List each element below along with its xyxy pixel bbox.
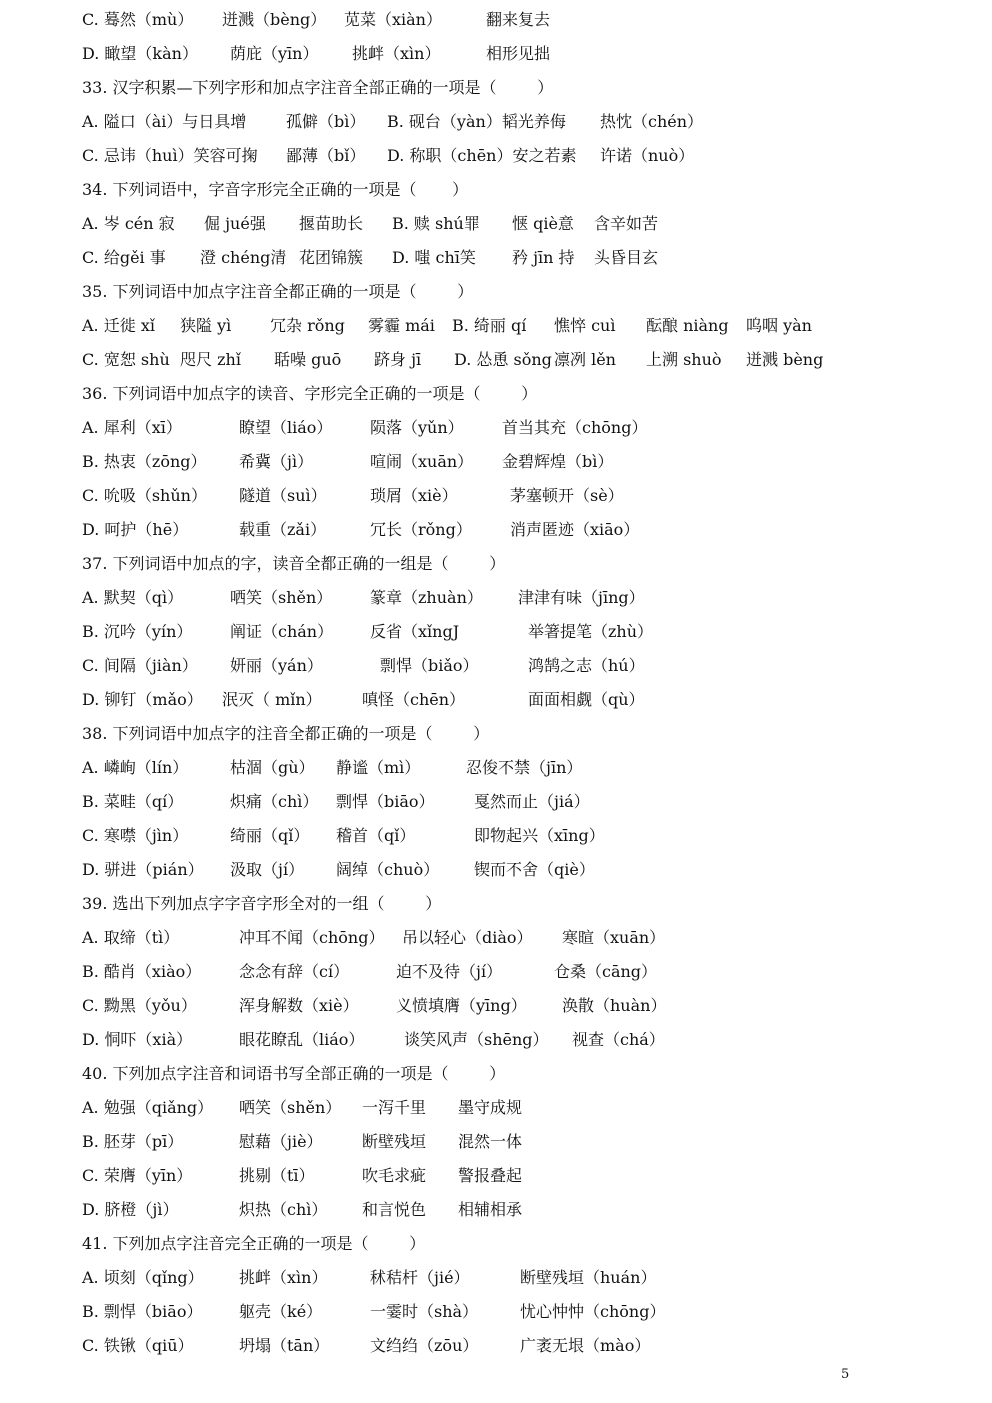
option-item: 孤僻（bì） <box>286 112 366 131</box>
option-item: 慰藉（jiè） <box>239 1132 323 1151</box>
option-item: 首当其充（chōng） <box>502 418 648 437</box>
option-item: 面面相觑（qù） <box>528 690 645 709</box>
option-item: 仓桑（cāng） <box>554 962 658 981</box>
option-item: 瞭望（liáo） <box>239 418 333 437</box>
option-item: 迸溅 bèng <box>746 350 824 369</box>
option-item: 翻来复去 <box>486 10 551 29</box>
option-item: 咫尺 zhǐ <box>180 350 241 369</box>
option-item: 隧道（suì） <box>239 486 327 505</box>
option-item: 即物起兴（xīng） <box>474 826 605 845</box>
option-item: 涣散（huàn） <box>562 996 667 1015</box>
option-item: 许诺（nuò） <box>600 146 695 165</box>
option-item: 惬 qiè意 <box>512 214 574 233</box>
option-item: D. 怂恿 sǒng <box>454 350 552 369</box>
option-item: D. 嗤 chī笑 <box>392 248 476 267</box>
option-item: 一泻千里 <box>362 1098 427 1117</box>
question-text: 36. 下列词语中加点字的读音、字形完全正确的一项是（ ） <box>82 384 538 403</box>
option-item: 阐证（chán） <box>230 622 334 641</box>
option-item: C. 蓦然（mù） <box>82 10 194 29</box>
option-item: 凛冽 lěn <box>554 350 616 369</box>
question-text: 33. 汉字积累—下列字形和加点字注音全部正确的一项是（ ） <box>82 78 554 97</box>
option-item: A. 岑 cén 寂 <box>82 214 175 233</box>
option-item: 义愤填膺（yīng） <box>396 996 527 1015</box>
question-text: 40. 下列加点字注音和词语书写全部正确的一项是（ ） <box>82 1064 506 1083</box>
option-item: 头昏目玄 <box>594 248 659 267</box>
option-item: 举箸提笔（zhù） <box>528 622 654 641</box>
option-item: 挑衅（xìn） <box>352 44 441 63</box>
option-item: 嗔怪（chēn） <box>362 690 466 709</box>
option-item: 剽悍（biāo） <box>336 792 435 811</box>
option-item: C. 黝黑（yǒu） <box>82 996 197 1015</box>
option-item: 上溯 shuò <box>646 350 722 369</box>
option-item: 跻身 jī <box>374 350 422 369</box>
option-item: 和言悦色 <box>362 1200 427 1219</box>
option-item: 警报叠起 <box>458 1166 523 1185</box>
option-item: D. 骈进（pián） <box>82 860 204 879</box>
option-item: 酝酿 niàng <box>646 316 729 335</box>
option-item: 呜咽 yàn <box>746 316 812 335</box>
question-text: 35. 下列词语中加点字注音全都正确的一项是（ ） <box>82 282 474 301</box>
option-item: 念念有辞（cí） <box>239 962 350 981</box>
option-item: 戛然而止（jiá） <box>474 792 590 811</box>
option-item: 墨守成规 <box>458 1098 523 1117</box>
option-item: 载重（zǎi） <box>239 520 327 539</box>
option-item: 炽热（chì） <box>239 1200 328 1219</box>
option-item: 汲取（jí） <box>230 860 305 879</box>
option-item: 迸溅（bèng） <box>222 10 327 29</box>
option-item: 揠苗助长 <box>299 214 364 233</box>
option-item: B. 热衷（zōng） <box>82 452 207 471</box>
option-item: 憔悴 cuì <box>554 316 616 335</box>
option-item: 消声匿迹（xiāo） <box>510 520 640 539</box>
option-item: D. 恫吓（xià） <box>82 1030 193 1049</box>
option-item: C. 寒噤（jìn） <box>82 826 189 845</box>
option-item: 琐屑（xiè） <box>370 486 458 505</box>
option-item: 谈笑风声（shēng） <box>404 1030 549 1049</box>
option-item: 眼花瞭乱（liáo） <box>239 1030 365 1049</box>
option-item: 阔绰（chuò） <box>336 860 440 879</box>
option-item: A. 嶙峋（lín） <box>82 758 189 777</box>
option-item: 寒暄（xuān） <box>562 928 666 947</box>
option-item: 金碧辉煌（bì） <box>502 452 614 471</box>
option-item: C. 给gěi 事 <box>82 248 166 267</box>
option-item: D. 脐橙（jì） <box>82 1200 179 1219</box>
option-item: 迫不及待（jí） <box>396 962 503 981</box>
option-item: 混然一体 <box>458 1132 523 1151</box>
option-item: 忍俊不禁（jīn） <box>466 758 583 777</box>
option-item: 视查（chá） <box>572 1030 665 1049</box>
option-item: C. 铁锹（qiū） <box>82 1336 194 1355</box>
option-item: B. 沉吟（yín） <box>82 622 193 641</box>
option-item: 冗杂 rǒng <box>270 316 345 335</box>
option-item: 荫庇（yīn） <box>230 44 319 63</box>
option-item: A. 犀利（xī） <box>82 418 182 437</box>
option-item: 矜 jīn 持 <box>512 248 575 267</box>
option-item: B. 胚芽（pī） <box>82 1132 184 1151</box>
question-text: 38. 下列词语中加点字的注音全都正确的一项是（ ） <box>82 724 490 743</box>
option-item: 鸿鹄之志（hú） <box>528 656 645 675</box>
option-item: 篆章（zhuàn） <box>370 588 483 607</box>
option-item: A. 迁徙 xǐ <box>82 316 155 335</box>
option-item: 反省（xǐngJ <box>370 622 460 641</box>
question-text: 34. 下列词语中，字音字形完全正确的一项是（ ） <box>82 180 469 199</box>
option-item: D. 瞰望（kàn） <box>82 44 198 63</box>
option-item: B. 赎 shú罪 <box>392 214 480 233</box>
option-item: 相辅相承 <box>458 1200 523 1219</box>
option-item: A. 隘口（ài）与日具增 <box>82 112 247 131</box>
option-item: C. 间隔（jiàn） <box>82 656 198 675</box>
option-item: B. 绮丽 qí <box>452 316 527 335</box>
option-item: 津津有味（jīng） <box>518 588 645 607</box>
option-item: 挑衅（xìn） <box>239 1268 328 1287</box>
option-item: C. 吮吸（shǔn） <box>82 486 207 505</box>
option-item: 静谧（mì） <box>336 758 421 777</box>
option-item: 聒噪 guō <box>274 350 342 369</box>
option-item: 剽悍（biǎo） <box>380 656 479 675</box>
option-item: 断壁残垣（huán） <box>520 1268 657 1287</box>
option-item: 哂笑（shěn） <box>239 1098 342 1117</box>
option-item: 雾霾 mái <box>368 316 435 335</box>
option-item: 坍塌（tān） <box>239 1336 330 1355</box>
option-item: 锲而不舍（qiè） <box>474 860 595 879</box>
option-item: 炽痛（chì） <box>230 792 319 811</box>
option-item: 绮丽（qǐ） <box>230 826 310 845</box>
option-item: 哂笑（shěn） <box>230 588 333 607</box>
option-item: 热忱（chén） <box>600 112 704 131</box>
option-item: 文绉绉（zōu） <box>370 1336 479 1355</box>
option-item: D. 呵护（hē） <box>82 520 189 539</box>
option-item: 茅塞顿开（sè） <box>510 486 624 505</box>
page-number: 5 <box>841 1367 850 1382</box>
option-item: B. 砚台（yàn）韬光养侮 <box>387 112 566 131</box>
option-item: 浑身解数（xiè） <box>239 996 359 1015</box>
option-item: 倔 jué强 <box>204 214 266 233</box>
option-item: 忧心忡忡（chōng） <box>520 1302 666 1321</box>
option-item: C. 宽恕 shù <box>82 350 170 369</box>
option-item: 苋菜（xiàn） <box>344 10 442 29</box>
question-text: 39. 选出下列加点字字音字形全对的一组（ ） <box>82 894 442 913</box>
option-item: C. 荣膺（yīn） <box>82 1166 193 1185</box>
option-item: 冗长（rǒng） <box>370 520 472 539</box>
option-item: 澄 chéng清 <box>200 248 287 267</box>
option-item: 吊以轻心（diào） <box>402 928 533 947</box>
option-item: 妍丽（yán） <box>230 656 323 675</box>
option-item: 花团锦簇 <box>299 248 364 267</box>
option-item: 鄙薄（bǐ） <box>286 146 366 165</box>
option-item: 秫秸杆（jié） <box>370 1268 470 1287</box>
option-item: A. 取缔（tì） <box>82 928 180 947</box>
option-item: 陨落（yǔn） <box>370 418 464 437</box>
option-item: 相形见拙 <box>486 44 551 63</box>
option-item: A. 默契（qì） <box>82 588 184 607</box>
option-item: 断壁残垣 <box>362 1132 427 1151</box>
option-item: 挑剔（tī） <box>239 1166 315 1185</box>
option-item: 稽首（qǐ） <box>336 826 416 845</box>
option-item: 躯壳（ké） <box>239 1302 323 1321</box>
option-item: 吹毛求疵 <box>362 1166 427 1185</box>
option-item: A. 勉强（qiǎng） <box>82 1098 214 1117</box>
option-item: 一霎时（shà） <box>370 1302 479 1321</box>
question-text: 37. 下列词语中加点的字，读音全都正确的一组是（ ） <box>82 554 506 573</box>
option-item: 枯涸（gù） <box>230 758 315 777</box>
option-item: 广袤无垠（mào） <box>520 1336 651 1355</box>
option-item: B. 菜畦（qí） <box>82 792 184 811</box>
option-item: D. 铆钉（mǎo） <box>82 690 203 709</box>
option-item: 狭隘 yì <box>180 316 232 335</box>
option-item: 泯灭（ mǐn） <box>222 690 322 709</box>
option-item: 冲耳不闻（chōng） <box>239 928 385 947</box>
option-item: B. 酷肖（xiào） <box>82 962 202 981</box>
option-item: 含辛如苦 <box>594 214 659 233</box>
option-item: B. 剽悍（biāo） <box>82 1302 203 1321</box>
option-item: 喧闹（xuān） <box>370 452 474 471</box>
question-text: 41. 下列加点字注音完全正确的一项是（ ） <box>82 1234 426 1253</box>
option-item: D. 称职（chēn）安之若素 <box>387 146 577 165</box>
option-item: C. 忌讳（huì）笑容可掬 <box>82 146 258 165</box>
option-item: A. 顷刻（qǐng） <box>82 1268 204 1287</box>
option-item: 希冀（jì） <box>239 452 314 471</box>
